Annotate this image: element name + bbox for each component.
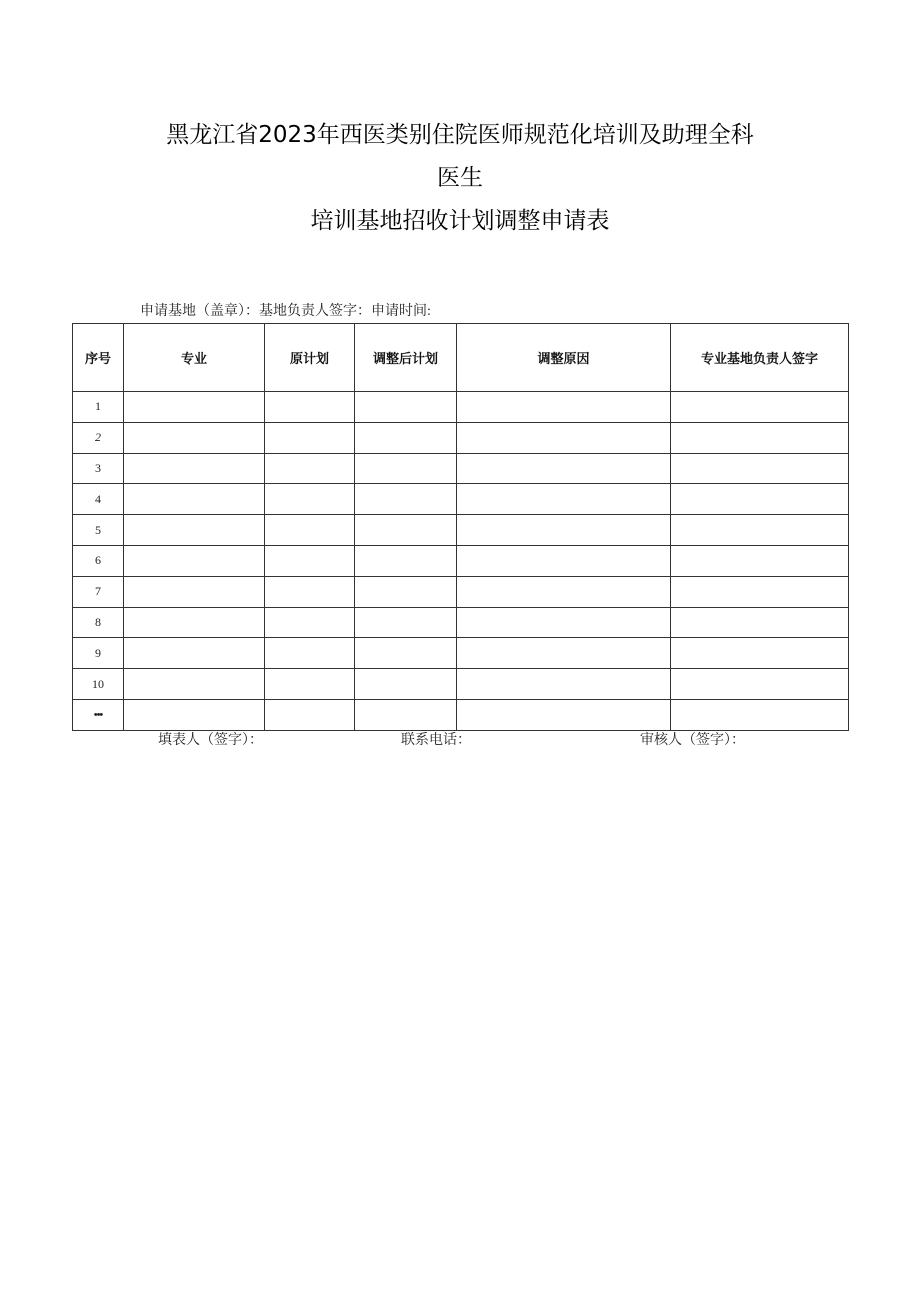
form-title-line-1: 黑龙江省2023年西医类别住院医师规范化培训及助理全科 [166, 122, 754, 148]
row-index: ••• [73, 699, 124, 730]
table-header-row [73, 324, 849, 392]
cell-adjusted-plan [355, 669, 457, 700]
row-index: 1 [73, 392, 124, 423]
table-row [73, 638, 849, 669]
cell-original-plan [265, 669, 355, 700]
table-row [73, 392, 849, 423]
cell-original-plan [265, 422, 355, 453]
row-index: 7 [73, 576, 124, 607]
cell-major [124, 484, 265, 515]
cell-reason [457, 422, 671, 453]
cell-original-plan [265, 515, 355, 546]
cell-major [124, 607, 265, 638]
cell-signature [671, 607, 849, 638]
row-index: 10 [73, 669, 124, 700]
table-row [73, 422, 849, 453]
cell-major [124, 638, 265, 669]
cell-reason [457, 545, 671, 576]
form-title-line-2: 医生 [437, 165, 483, 191]
cell-adjusted-plan [355, 515, 457, 546]
cell-signature [671, 699, 849, 730]
cell-signature [671, 392, 849, 423]
cell-major [124, 392, 265, 423]
cell-original-plan [265, 607, 355, 638]
header-adjusted-plan: 调整后计划 [355, 324, 457, 392]
form-title-line-3: 培训基地招收计划调整申请表 [310, 208, 610, 234]
table-row [73, 607, 849, 638]
table-row [73, 515, 849, 546]
adjustment-table [72, 323, 849, 731]
table-row [73, 576, 849, 607]
table-row [73, 453, 849, 484]
cell-signature [671, 669, 849, 700]
cell-adjusted-plan [355, 422, 457, 453]
cell-reason [457, 576, 671, 607]
cell-signature [671, 484, 849, 515]
cell-signature [671, 638, 849, 669]
cell-major [124, 515, 265, 546]
header-signature: 专业基地负责人签字 [671, 324, 849, 392]
cell-adjusted-plan [355, 607, 457, 638]
reviewer-signature-label: 审核人（签字）： [640, 733, 745, 748]
cell-original-plan [265, 576, 355, 607]
cell-major [124, 453, 265, 484]
cell-original-plan [265, 699, 355, 730]
cell-signature [671, 453, 849, 484]
cell-reason [457, 453, 671, 484]
header-major: 专业 [124, 324, 265, 392]
cell-adjusted-plan [355, 453, 457, 484]
cell-reason [457, 607, 671, 638]
cell-original-plan [265, 484, 355, 515]
cell-signature [671, 515, 849, 546]
row-index: 2 [73, 422, 124, 453]
row-index: 8 [73, 607, 124, 638]
header-index: 序号 [73, 324, 124, 392]
table-row [73, 484, 849, 515]
cell-reason [457, 484, 671, 515]
row-index: 6 [73, 545, 124, 576]
cell-signature [671, 545, 849, 576]
application-info-line: 申请基地（盖章）：基地负责人签字：申请时间: [140, 304, 431, 319]
cell-original-plan [265, 638, 355, 669]
table-row [73, 545, 849, 576]
cell-signature [671, 576, 849, 607]
cell-adjusted-plan [355, 545, 457, 576]
cell-adjusted-plan [355, 576, 457, 607]
cell-original-plan [265, 392, 355, 423]
cell-reason [457, 669, 671, 700]
table-row [73, 669, 849, 700]
cell-original-plan [265, 453, 355, 484]
header-reason: 调整原因 [457, 324, 671, 392]
cell-adjusted-plan [355, 699, 457, 730]
cell-major [124, 545, 265, 576]
row-index: 5 [73, 515, 124, 546]
contact-phone-label: 联系电话： [401, 733, 471, 748]
cell-reason [457, 515, 671, 546]
row-index: 9 [73, 638, 124, 669]
row-index: 4 [73, 484, 124, 515]
filler-signature-label: 填表人（签字）： [158, 733, 263, 748]
cell-major [124, 699, 265, 730]
table-row [73, 699, 849, 730]
cell-reason [457, 392, 671, 423]
cell-original-plan [265, 545, 355, 576]
cell-reason [457, 638, 671, 669]
cell-adjusted-plan [355, 638, 457, 669]
cell-major [124, 422, 265, 453]
header-original-plan: 原计划 [265, 324, 355, 392]
row-index: 3 [73, 453, 124, 484]
cell-reason [457, 699, 671, 730]
cell-adjusted-plan [355, 484, 457, 515]
cell-signature [671, 422, 849, 453]
cell-major [124, 576, 265, 607]
cell-major [124, 669, 265, 700]
cell-adjusted-plan [355, 392, 457, 423]
